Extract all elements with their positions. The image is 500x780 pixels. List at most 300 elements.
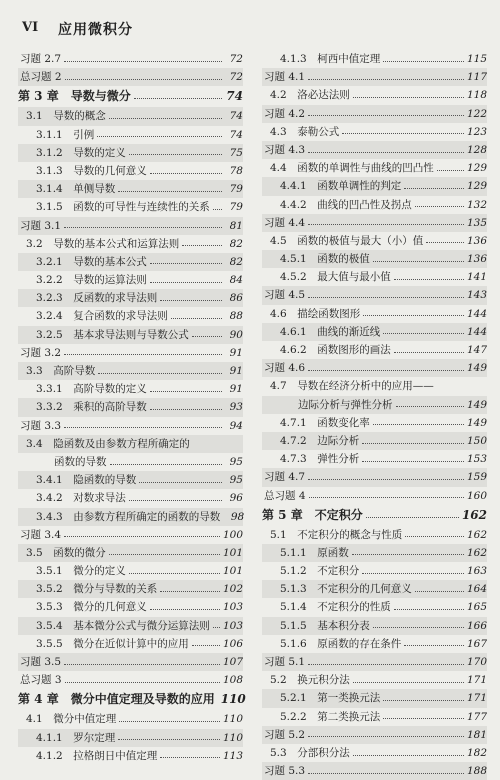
- toc-entry: [18, 417, 243, 435]
- toc-entry-page: 82: [229, 255, 243, 268]
- toc-entry: [262, 159, 487, 177]
- toc-entry-title: 3.2.1 导数的基本公式: [36, 255, 147, 268]
- toc-column-right: [262, 50, 487, 780]
- dot-leader: [353, 682, 464, 683]
- toc-entry: [18, 453, 243, 471]
- toc-entry-page: 74: [229, 128, 243, 141]
- dot-leader: [373, 627, 464, 628]
- toc-entry: [262, 432, 487, 450]
- toc-entry-page: 171: [466, 692, 487, 705]
- dot-leader: [134, 98, 222, 99]
- toc-entry-page: 113: [222, 749, 243, 762]
- toc-entry-title: 第 3 章 导数与微分: [18, 89, 131, 104]
- dot-leader: [394, 609, 464, 610]
- toc-entry: [262, 598, 487, 616]
- toc-entry-title: 4.7.1 函数变化率: [280, 416, 370, 429]
- toc-entry: [262, 653, 487, 671]
- toc-entry-title: 习题 4.3: [264, 143, 306, 156]
- dot-leader: [150, 409, 222, 410]
- toc-entry-page: 177: [466, 710, 487, 723]
- toc-entry-title: 3.4.2 对数求导法: [36, 492, 126, 505]
- toc-entry-page: 149: [466, 362, 487, 375]
- toc-entry: [18, 526, 243, 544]
- dot-leader: [129, 573, 220, 574]
- toc-entry-title: 3.3 高阶导数: [26, 365, 96, 377]
- dot-leader: [373, 261, 464, 262]
- toc-entry-title: 4.4 函数的单调性与曲线的凹凸性: [270, 162, 434, 175]
- toc-entry: [18, 635, 243, 653]
- toc-entry-title: 3.5.2 微分与导数的关系: [36, 583, 158, 596]
- dot-leader: [308, 773, 464, 774]
- toc-entry-page: 160: [466, 489, 487, 502]
- toc-entry-page: 149: [466, 416, 487, 429]
- toc-entry-page: 165: [466, 601, 487, 614]
- dot-leader: [65, 79, 222, 80]
- dot-leader: [118, 191, 222, 192]
- toc-entry: [262, 689, 487, 707]
- toc-entry-page: 144: [466, 307, 487, 320]
- toc-entry-page: 188: [466, 765, 487, 778]
- toc-entry-title: 总习题 2: [20, 71, 62, 84]
- toc-entry-page: 122: [466, 107, 487, 120]
- toc-entry-title: 3.5.4 基本微分公式与微分运算法则: [36, 619, 210, 632]
- toc-entry-page: 95: [229, 455, 243, 468]
- toc-entry: [18, 544, 243, 562]
- dot-leader: [394, 352, 464, 353]
- dot-leader: [160, 300, 222, 301]
- dot-leader: [150, 391, 222, 392]
- dot-leader: [64, 664, 220, 665]
- toc-entry: [262, 341, 487, 359]
- toc-entry-page: 170: [466, 656, 487, 668]
- dot-leader: [309, 497, 464, 498]
- toc-entry-page: 162: [466, 546, 487, 559]
- toc-entry-title: 函数的导数: [54, 455, 107, 468]
- toc-entry-title: 习题 3.1: [20, 219, 62, 232]
- toc-entry: [18, 471, 243, 489]
- toc-entry-page: 96: [229, 492, 243, 505]
- toc-entry-title: 习题 4.5: [264, 289, 306, 302]
- toc-entry-title: 5.3 分部积分法: [270, 746, 350, 759]
- toc-entry-page: 72: [229, 71, 243, 84]
- toc-entry-title: 3.1.5 函数的可导性与连续性的关系: [36, 201, 210, 214]
- dot-leader: [383, 700, 464, 701]
- toc-entry-page: 110: [222, 731, 243, 744]
- toc-entry-page: 128: [466, 143, 487, 156]
- dot-leader: [308, 224, 464, 225]
- toc-entry-title: 第 4 章 微分中值定理及导数的应用: [18, 692, 215, 707]
- toc-entry: [18, 729, 243, 747]
- toc-entry-title: 习题 4.4: [264, 216, 306, 229]
- toc-entry-title: 5.1.1 原函数: [280, 546, 349, 559]
- toc-entry-title: 习题 3.4: [20, 528, 62, 541]
- toc-entry: [262, 450, 487, 468]
- toc-entry: [18, 217, 243, 235]
- dot-leader: [394, 279, 464, 280]
- toc-entry-title: 3.2.2 导数的运算法则: [36, 274, 147, 287]
- dot-leader: [362, 461, 464, 462]
- toc-entry-page: 107: [222, 656, 243, 668]
- toc-entry-title: 3.5 函数的微分: [26, 546, 106, 559]
- dot-leader: [415, 206, 464, 207]
- toc-entry: [18, 198, 243, 216]
- toc-entry-page: 143: [466, 289, 487, 302]
- dot-leader: [213, 627, 220, 628]
- toc-entry-page: 88: [229, 310, 243, 323]
- toc-entry: [262, 86, 487, 104]
- dot-leader: [129, 500, 222, 501]
- dot-leader: [353, 97, 464, 98]
- dot-leader: [352, 554, 464, 555]
- toc-entry-page: 74: [229, 110, 243, 123]
- toc-entry-title: 3.2.5 基本求导法则与导数公式: [36, 328, 189, 341]
- book-title: 应用微积分: [58, 22, 133, 38]
- toc-entry-page: 98: [230, 510, 245, 523]
- toc-entry-title: 总习题 4: [264, 489, 306, 502]
- toc-entry-title: 3.1.3 导数的几何意义: [36, 164, 147, 177]
- dot-leader: [405, 536, 464, 537]
- toc-entry-page: 84: [229, 274, 243, 287]
- toc-entry-title: 习题 2.7: [20, 53, 62, 65]
- dot-leader: [426, 242, 464, 243]
- toc-entry-page: 136: [466, 253, 487, 266]
- toc-entry: [18, 362, 243, 380]
- dot-leader: [383, 718, 464, 719]
- dot-leader: [342, 133, 464, 134]
- page-number: VI: [22, 20, 39, 35]
- dot-leader: [98, 373, 222, 374]
- toc-entry-title: 4.7 导数在经济分析中的应用——: [270, 380, 434, 393]
- toc-entry-title: 5.2.1 第一类换元法: [280, 692, 381, 705]
- toc-entry-title: 习题 4.6: [264, 362, 306, 375]
- toc-entry: [262, 744, 487, 762]
- toc-entry: [262, 635, 487, 653]
- toc-entry: [18, 144, 243, 162]
- dot-leader: [160, 591, 220, 592]
- toc-entry-title: 4.5.1 函数的极值: [280, 253, 370, 266]
- toc-entry-page: 129: [466, 180, 487, 193]
- dot-leader: [129, 154, 222, 155]
- dot-leader: [160, 757, 220, 758]
- toc-entry-title: 第 5 章 不定积分: [262, 507, 363, 522]
- dot-leader: [213, 209, 222, 210]
- dot-leader: [396, 406, 464, 407]
- toc-entry: [18, 580, 243, 598]
- toc-entry-title: 5.2 换元积分法: [270, 674, 350, 687]
- dot-leader: [150, 609, 220, 610]
- toc-entry: [262, 232, 487, 250]
- toc-entry: [262, 50, 487, 68]
- toc-entry-page: 115: [466, 53, 487, 65]
- toc-entry: [262, 250, 487, 268]
- toc-entry-title: 4.6.1 曲线的渐近线: [280, 325, 381, 338]
- toc-entry-title: 3.4.1 隐函数的导数: [36, 474, 137, 487]
- dot-leader: [363, 315, 464, 316]
- toc-entry: [18, 398, 243, 416]
- toc-entry: [18, 671, 243, 689]
- toc-entry: [18, 107, 243, 125]
- toc-entry-title: 4.6 描绘函数图形: [270, 307, 361, 320]
- toc-entry-page: 166: [466, 619, 487, 632]
- dot-leader: [109, 554, 220, 555]
- dot-leader: [383, 61, 464, 62]
- toc-entry-page: 135: [466, 216, 487, 229]
- toc-entry-page: 93: [229, 401, 243, 414]
- toc-entry-page: 164: [466, 583, 487, 596]
- toc-entry-title: 3.2.3 反函数的求导法则: [36, 292, 158, 305]
- dot-leader: [308, 115, 464, 116]
- toc-entry: [262, 726, 487, 744]
- toc-entry: [262, 123, 487, 141]
- toc-entry: [262, 762, 487, 780]
- dot-leader: [362, 443, 464, 444]
- toc-entry: [262, 487, 487, 505]
- toc-entry-title: 习题 5.3: [264, 765, 306, 778]
- toc-entry-page: 110: [222, 713, 243, 726]
- toc-entry-title: 4.2 洛必达法则: [270, 89, 350, 102]
- dot-leader: [192, 645, 220, 646]
- toc-entry: [262, 617, 487, 635]
- toc-entry: [18, 253, 243, 271]
- toc-entry-page: 95: [229, 474, 243, 487]
- toc-entry-title: 5.1.3 不定积分的几何意义: [280, 583, 412, 596]
- toc-entry-page: 106: [222, 637, 243, 650]
- toc-entry-title: 习题 4.1: [264, 71, 306, 84]
- toc-entry: [18, 598, 243, 616]
- toc-entry: [262, 177, 487, 195]
- toc-entry-title: 3.5.1 微分的定义: [36, 565, 126, 578]
- dot-leader: [119, 721, 220, 722]
- toc-entry-title: 5.1 不定积分的概念与性质: [270, 528, 403, 541]
- dot-leader: [150, 263, 222, 264]
- toc-entry: [262, 214, 487, 232]
- toc-entry-page: 79: [229, 183, 243, 196]
- dot-leader: [362, 573, 464, 574]
- toc-entry-title: 4.1.2 拉格朗日中值定理: [36, 749, 158, 762]
- toc-entry-title: 3.1.1 引例: [36, 128, 95, 141]
- toc-entry-page: 78: [229, 164, 243, 177]
- toc-entry-page: 91: [229, 383, 243, 396]
- dot-leader: [118, 739, 220, 740]
- toc-entry: [18, 489, 243, 507]
- toc-entry-page: 103: [222, 601, 243, 614]
- dot-leader: [415, 591, 464, 592]
- toc-entry-page: 108: [222, 674, 243, 687]
- toc-entry-title: 3.1.2 导数的定义: [36, 146, 126, 159]
- toc-entry-title: 5.1.4 不定积分的性质: [280, 601, 391, 614]
- toc-entry-page: 147: [466, 344, 487, 356]
- toc-entry: [262, 141, 487, 159]
- toc-entry-page: 81: [229, 219, 243, 232]
- dot-leader: [404, 645, 464, 646]
- toc-entry: [18, 326, 243, 344]
- toc-entry-page: 162: [466, 528, 487, 541]
- dot-leader: [65, 682, 220, 683]
- toc-entry-title: 4.1.3 柯西中值定理: [280, 53, 381, 65]
- dot-leader: [308, 736, 464, 737]
- dot-leader: [150, 173, 222, 174]
- toc-entry-page: 182: [466, 746, 487, 759]
- toc-entry-title: 4.4.1 函数单调性的判定: [280, 180, 402, 193]
- toc-entry: [18, 180, 243, 198]
- toc-entry-page: 181: [466, 728, 487, 741]
- toc-entry-title: 习题 4.2: [264, 107, 306, 120]
- toc-entry: [18, 435, 243, 453]
- toc-entry-page: 91: [229, 346, 243, 359]
- toc-entry: [262, 359, 487, 377]
- dot-leader: [64, 354, 222, 355]
- toc-entry: [18, 344, 243, 362]
- dot-leader: [308, 370, 464, 371]
- toc-entry-page: 163: [466, 565, 487, 578]
- toc-entry: [262, 105, 487, 123]
- toc-entry-page: 75: [229, 146, 243, 159]
- toc-entry-page: 110: [220, 692, 246, 707]
- toc-entry-title: 3.2 导数的基本公式和运算法则: [26, 237, 180, 250]
- chapter-heading: [18, 689, 246, 710]
- toc-entry-title: 3.4 隐函数及由参数方程所确定的: [26, 437, 190, 450]
- toc-entry: [18, 307, 243, 325]
- toc-entry: [262, 377, 487, 395]
- toc-entry-title: 边际分析与弹性分析: [298, 398, 393, 411]
- dot-leader: [64, 536, 220, 537]
- toc-entry-page: 132: [466, 198, 487, 211]
- toc-entry-title: 3.4.3 由参数方程所确定的函数的导数: [36, 510, 221, 523]
- dot-leader: [171, 318, 222, 319]
- toc-entry: [18, 508, 243, 526]
- dot-leader: [64, 61, 222, 62]
- toc-entry: [262, 286, 487, 304]
- toc-entry: [262, 671, 487, 689]
- dot-leader: [437, 170, 464, 171]
- toc-entry-page: 123: [466, 125, 487, 138]
- dot-leader: [64, 427, 222, 428]
- toc-entry: [18, 68, 243, 86]
- toc-entry-page: 102: [222, 583, 243, 596]
- toc-entry-title: 4.3 泰勒公式: [270, 125, 340, 138]
- toc-entry-page: 162: [461, 507, 487, 522]
- toc-entry-title: 5.2.2 第二类换元法: [280, 710, 381, 723]
- toc-entry-page: 91: [229, 365, 243, 377]
- dot-leader: [308, 152, 464, 153]
- toc-entry-title: 4.1.1 罗尔定理: [36, 731, 116, 744]
- toc-entry-page: 72: [229, 53, 243, 65]
- toc-entry-page: 103: [222, 619, 243, 632]
- toc-entry: [262, 468, 487, 486]
- toc-entry-page: 94: [229, 419, 243, 432]
- toc-entry: [262, 396, 487, 414]
- dot-leader: [150, 282, 222, 283]
- toc-entry-title: 5.1.5 基本积分表: [280, 619, 370, 632]
- dot-leader: [192, 336, 222, 337]
- toc-entry-title: 4.5 函数的极值与最大（小）值: [270, 234, 424, 247]
- toc-column-left: [18, 50, 246, 765]
- toc-entry-page: 79: [229, 201, 243, 214]
- toc-entry: [262, 708, 487, 726]
- toc-entry-title: 3.2.4 复合函数的求导法则: [36, 310, 168, 323]
- dot-leader: [308, 79, 464, 80]
- toc-entry-title: 4.5.2 最大值与最小值: [280, 271, 391, 284]
- dot-leader: [383, 333, 464, 334]
- dot-leader: [182, 245, 222, 246]
- toc-entry-page: 171: [466, 674, 487, 687]
- toc-entry-title: 习题 4.7: [264, 471, 306, 484]
- toc-entry-title: 3.3.2 乘积的高阶导数: [36, 401, 147, 414]
- toc-entry-title: 4.4.2 曲线的凹凸性及拐点: [280, 198, 412, 211]
- dot-leader: [139, 482, 222, 483]
- toc-entry-title: 4.6.2 函数图形的画法: [280, 344, 391, 356]
- toc-entry-title: 4.1 微分中值定理: [26, 713, 117, 726]
- toc-entry: [18, 747, 243, 765]
- toc-entry-page: 159: [466, 471, 487, 484]
- toc-entry-page: 117: [466, 71, 487, 84]
- toc-entry-page: 74: [226, 89, 243, 104]
- toc-entry: [262, 414, 487, 432]
- dot-leader: [308, 297, 464, 298]
- toc-entry-page: 100: [222, 528, 243, 541]
- toc-entry-page: 144: [466, 325, 487, 338]
- toc-entry-page: 149: [466, 398, 487, 411]
- dot-leader: [308, 664, 464, 665]
- toc-entry-page: 129: [466, 162, 487, 175]
- toc-entry-page: 101: [222, 546, 243, 559]
- toc-entry-title: 习题 5.1: [264, 656, 306, 668]
- toc-entry-title: 4.7.3 弹性分析: [280, 453, 360, 466]
- toc-entry: [262, 68, 487, 86]
- toc-entry: [18, 289, 243, 307]
- dot-leader: [366, 517, 459, 518]
- toc-entry-title: 习题 3.2: [20, 346, 62, 359]
- chapter-heading: [262, 505, 487, 526]
- toc-entry-page: 101: [222, 565, 243, 578]
- toc-entry: [18, 653, 243, 671]
- toc-entry: [18, 126, 243, 144]
- toc-entry-title: 习题 5.2: [264, 728, 306, 741]
- toc-entry-title: 习题 3.3: [20, 419, 62, 432]
- toc-entry-page: 90: [229, 328, 243, 341]
- dot-leader: [353, 755, 464, 756]
- dot-leader: [64, 227, 222, 228]
- toc-entry-page: 118: [466, 89, 487, 102]
- toc-entry: [262, 323, 487, 341]
- toc-entry-title: 习题 3.5: [20, 656, 62, 668]
- toc-entry-page: 86: [229, 292, 243, 305]
- dot-leader: [373, 424, 464, 425]
- toc-entry: [18, 50, 243, 68]
- toc-entry: [262, 268, 487, 286]
- toc-entry-page: 167: [466, 637, 487, 650]
- toc-entry: [262, 526, 487, 544]
- dot-leader: [308, 479, 464, 480]
- toc-entry: [262, 544, 487, 562]
- dot-leader: [97, 136, 222, 137]
- toc-entry-title: 4.7.2 边际分析: [280, 434, 360, 447]
- toc-entry-title: 5.1.6 原函数的存在条件: [280, 637, 402, 650]
- toc-entry: [262, 196, 487, 214]
- toc-entry: [262, 580, 487, 598]
- toc-entry-page: 141: [466, 271, 487, 284]
- toc-entry-title: 总习题 3: [20, 674, 62, 687]
- toc-entry: [18, 562, 243, 580]
- toc-entry: [18, 162, 243, 180]
- toc-entry-title: 3.5.5 微分在近似计算中的应用: [36, 637, 189, 650]
- page-header: [0, 0, 500, 50]
- toc-entry-page: 82: [229, 237, 243, 250]
- toc-entry-page: 150: [466, 434, 487, 447]
- toc-entry: [18, 710, 243, 728]
- toc-entry-page: 136: [466, 234, 487, 247]
- toc-entry: [18, 235, 243, 253]
